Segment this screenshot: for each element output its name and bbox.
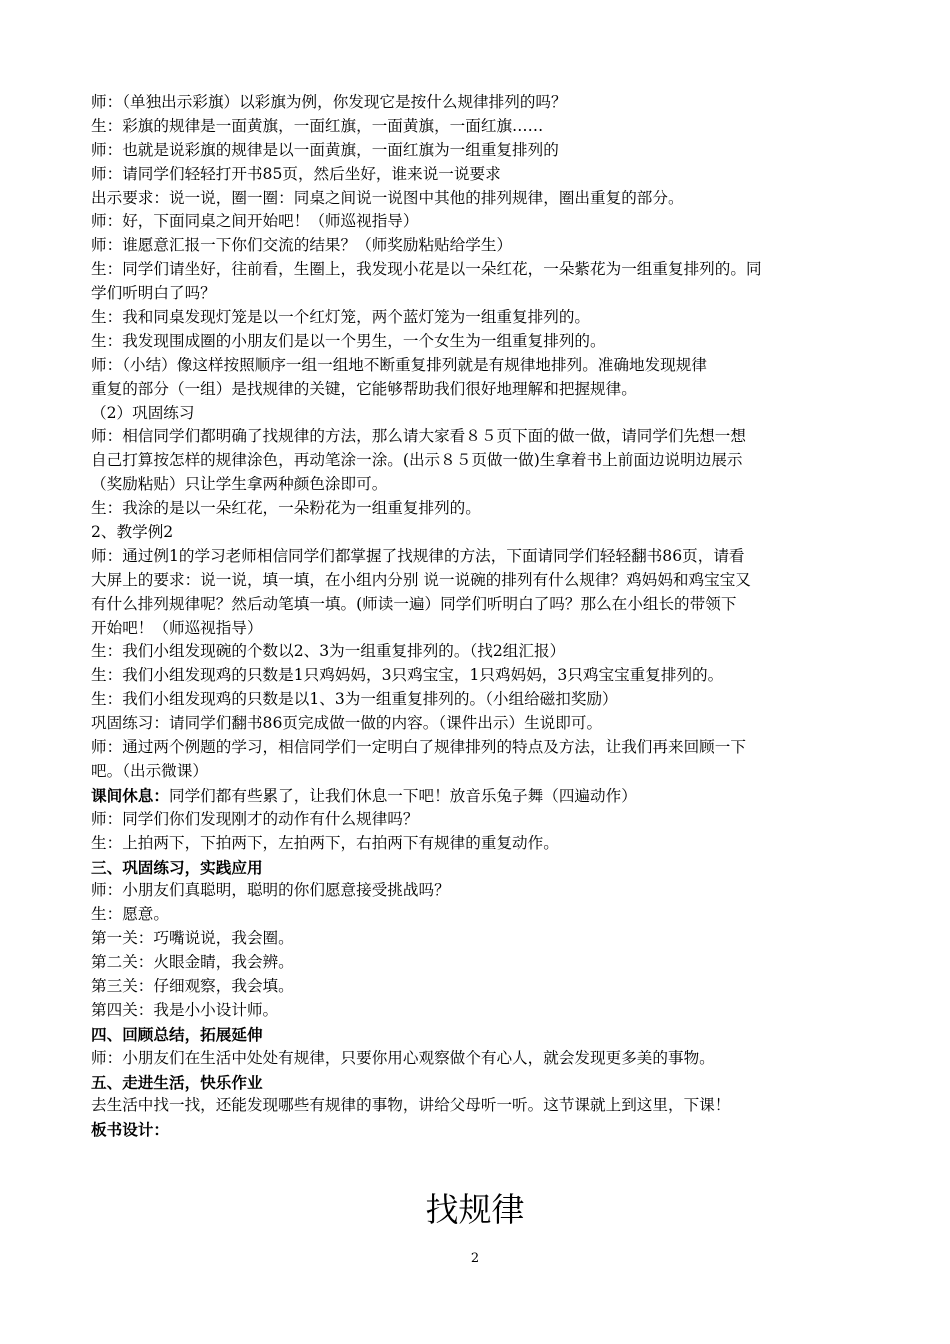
text-line bbox=[91, 234, 891, 258]
line-text: 吧。（出示微课） bbox=[91, 761, 208, 780]
text-line bbox=[91, 545, 891, 569]
text-line bbox=[91, 330, 891, 354]
text-line bbox=[91, 402, 891, 426]
text-line bbox=[91, 187, 891, 211]
line-text: 师：谁愿意汇报一下你们交流的结果？（师奖励粘贴给学生） bbox=[91, 236, 513, 255]
lead-label: 课间休息： bbox=[91, 785, 169, 805]
text-line bbox=[91, 521, 891, 545]
text-line bbox=[91, 258, 891, 282]
text-line bbox=[91, 927, 891, 951]
text-line bbox=[91, 139, 891, 163]
line-text: 师：小朋友们真聪明，聪明的你们愿意接受挑战吗？ bbox=[91, 881, 450, 900]
line-text: 生：愿意。 bbox=[91, 905, 169, 924]
line-text: 生：上拍两下，下拍两下，左拍两下，右拍两下有规律的重复动作。 bbox=[91, 833, 559, 852]
text-line bbox=[91, 903, 891, 927]
document-body bbox=[91, 91, 891, 1142]
text-line bbox=[91, 91, 891, 115]
text-line bbox=[91, 473, 891, 497]
line-text: 生：同学们请坐好，往前看，生圈上，我发现小花是以一朵红花，一朵紫花为一组重复排列的。同 bbox=[91, 260, 762, 279]
line-text: 出示要求：说一说，圈一圈：同桌之间说一说图中其他的排列规律，圈出重复的部分。 bbox=[91, 188, 684, 207]
line-text: 师：也就是说彩旗的规律是以一面黄旗，一面红旗为一组重复排列的 bbox=[91, 140, 559, 159]
line-text: 三、巩固练习，实践应用 bbox=[91, 857, 263, 877]
text-line bbox=[91, 975, 891, 999]
line-text: 师：小朋友们在生活中处处有规律，只要你用心观察做个有心人，就会发现更多美的事物。 bbox=[91, 1048, 715, 1067]
line-text: 学们听明白了吗？ bbox=[91, 284, 216, 303]
line-text: 生：彩旗的规律是一面黄旗，一面红旗，一面黄旗，一面红旗…… bbox=[91, 116, 544, 135]
text-line bbox=[91, 688, 891, 712]
line-text: 巩固练习：请同学们翻书86页完成做一做的内容。（课件出示）生说即可。 bbox=[91, 714, 603, 733]
text-line bbox=[91, 808, 891, 832]
text-line bbox=[91, 306, 891, 330]
line-text: 师：（小结）像这样按照顺序一组一组地不断重复排列就是有规律地排列。准确地发现规律 bbox=[91, 355, 707, 374]
line-text: 大屏上的要求：说一说，填一填，在小组内分别 说一说碗的排列有什么规律？鸡妈妈和鸡宝宝又 bbox=[91, 570, 751, 589]
line-text: 师：相信同学们都明确了找规律的方法，那么请大家看８５页下面的做一做，请同学们先想一想 bbox=[91, 427, 746, 446]
line-text: 生：我发现围成圈的小朋友们是以一个男生，一个女生为一组重复排列的。 bbox=[91, 331, 606, 350]
line-text: 师：请同学们轻轻打开书85页，然后坐好，谁来说一说要求 bbox=[91, 164, 501, 183]
line-text: 生：我和同桌发现灯笼是以一个红灯笼，两个蓝灯笼为一组重复排列的。 bbox=[91, 308, 591, 327]
line-text: 同学们都有些累了，让我们休息一下吧！放音乐兔子舞（四遍动作） bbox=[168, 786, 637, 805]
line-text: 第四关：我是小小设计师。 bbox=[91, 1000, 279, 1019]
section-heading bbox=[91, 1118, 891, 1142]
text-line bbox=[91, 163, 891, 187]
text-line bbox=[91, 617, 891, 641]
text-line bbox=[91, 879, 891, 903]
text-line bbox=[91, 664, 891, 688]
text-line bbox=[91, 497, 891, 521]
line-text: 2、教学例2 bbox=[91, 523, 174, 542]
line-text: （2）巩固练习 bbox=[91, 403, 195, 422]
text-line bbox=[91, 425, 891, 449]
text-line bbox=[91, 1094, 891, 1118]
page-number: 2 bbox=[470, 1251, 480, 1266]
line-text: 五、走进生活，快乐作业 bbox=[91, 1072, 263, 1092]
line-text: 去生活中找一找，还能发现哪些有规律的事物，讲给父母听一听。这节课就上到这里，下课！ bbox=[91, 1096, 731, 1115]
text-line bbox=[91, 640, 891, 664]
line-text: 师：通过例1的学习老师相信同学们都掌握了找规律的方法，下面请同学们轻轻翻书86页，请看 bbox=[91, 546, 745, 565]
section-heading bbox=[91, 1023, 891, 1047]
text-line bbox=[91, 115, 891, 139]
text-line bbox=[91, 951, 891, 975]
line-text: （奖励粘贴）只让学生拿两种颜色涂即可。 bbox=[91, 475, 388, 494]
text-line bbox=[91, 378, 891, 402]
line-text: 有什么排列规律呢？然后动笔填一填。(师读一遍）同学们听明白了吗？那么在小组长的带领下 bbox=[91, 594, 737, 613]
line-text: 生：我们小组发现鸡的只数是1只鸡妈妈，3只鸡宝宝，1只鸡妈妈，3只鸡宝宝重复排列的。 bbox=[91, 666, 724, 685]
line-text: 师：通过两个例题的学习，相信同学们一定明白了规律排列的特点及方法，让我们再来回顾一下 bbox=[91, 738, 746, 757]
text-line bbox=[91, 569, 891, 593]
text-line bbox=[91, 832, 891, 856]
text-line bbox=[91, 1047, 891, 1071]
section-heading bbox=[91, 856, 891, 880]
board-design-title: 找规律 bbox=[425, 1190, 525, 1229]
line-text: 四、回顾总结，拓展延伸 bbox=[91, 1024, 263, 1044]
line-text: 自己打算按怎样的规律涂色，再动笔涂一涂。(出示８５页做一做)生拿着书上前面边说明边展示 bbox=[91, 451, 743, 470]
line-text: 第一关：巧嘴说说，我会圈。 bbox=[91, 929, 294, 948]
text-line bbox=[91, 210, 891, 234]
line-text: 生：我涂的是以一朵红花，一朵粉花为一组重复排列的。 bbox=[91, 499, 481, 518]
text-line bbox=[91, 449, 891, 473]
text-line bbox=[91, 999, 891, 1023]
text-line bbox=[91, 354, 891, 378]
line-text: 重复的部分（一组）是找规律的关键，它能够帮助我们很好地理解和把握规律。 bbox=[91, 379, 637, 398]
text-line bbox=[91, 784, 891, 808]
line-text: 生：我们小组发现碗的个数以2、3为一组重复排列的。（找2组汇报） bbox=[91, 642, 566, 661]
line-text: 板书设计： bbox=[91, 1120, 169, 1140]
text-line bbox=[91, 760, 891, 784]
line-text: 师：同学们你们发现刚才的动作有什么规律吗？ bbox=[91, 809, 419, 828]
line-text: 生：我们小组发现鸡的只数是以1、3为一组重复排列的。（小组给磁扣奖励） bbox=[91, 690, 618, 709]
line-text: 开始吧！（师巡视指导） bbox=[91, 618, 263, 637]
line-text: 第三关：仔细观察，我会填。 bbox=[91, 976, 294, 995]
line-text: 师：好，下面同桌之间开始吧！（师巡视指导） bbox=[91, 212, 419, 231]
text-line bbox=[91, 736, 891, 760]
text-line bbox=[91, 593, 891, 617]
line-text: 师：（单独出示彩旗）以彩旗为例，你发现它是按什么规律排列的吗？ bbox=[91, 93, 567, 111]
section-heading bbox=[91, 1071, 891, 1095]
line-text: 第二关：火眼金睛，我会辨。 bbox=[91, 953, 294, 972]
text-line bbox=[91, 282, 891, 306]
text-line bbox=[91, 712, 891, 736]
